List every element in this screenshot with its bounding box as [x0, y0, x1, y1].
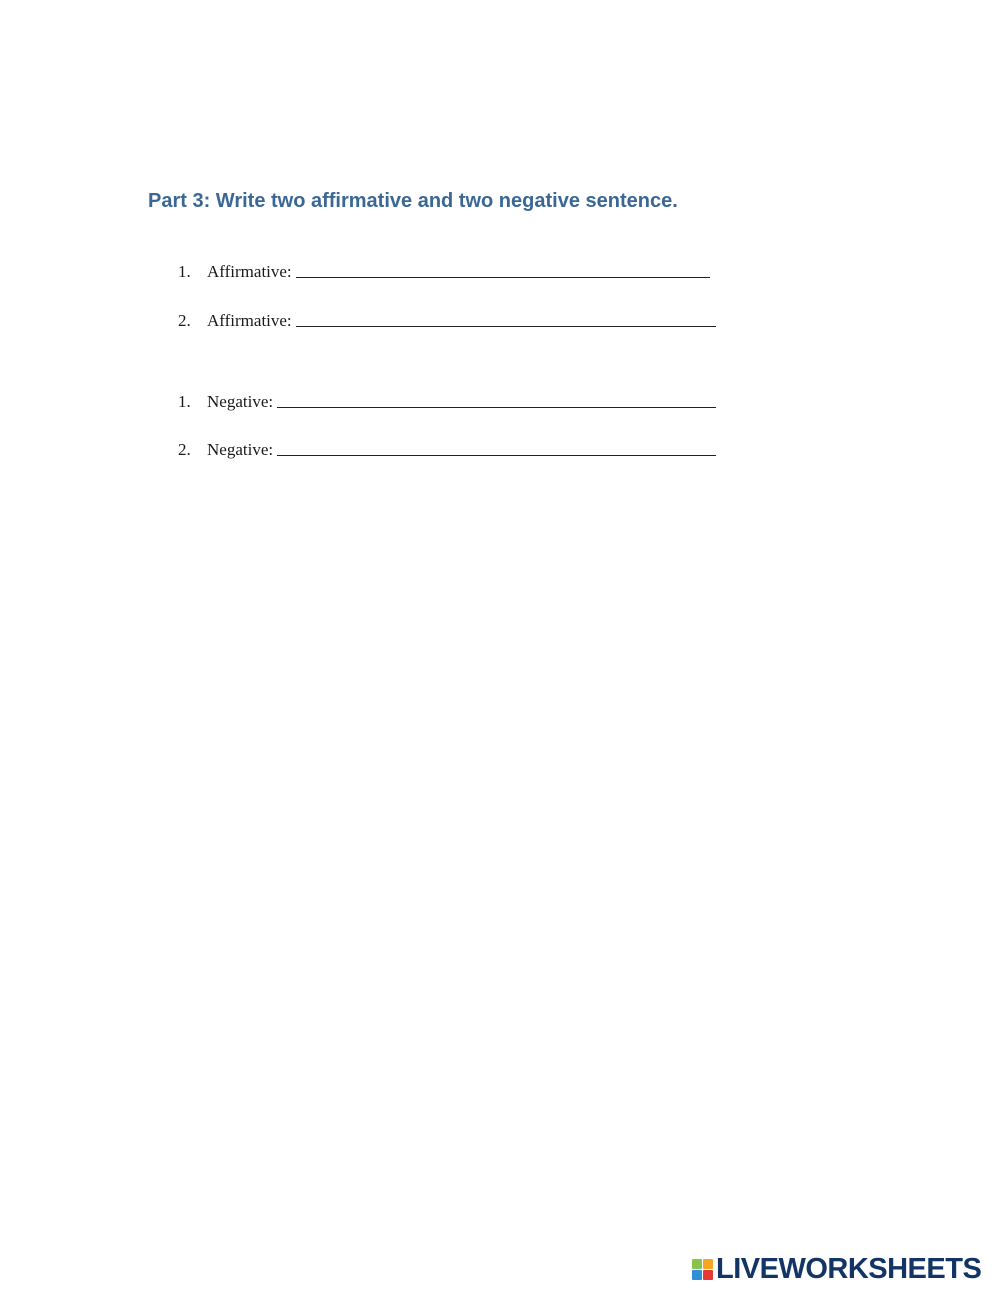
- answer-blank[interactable]: [277, 406, 716, 408]
- item-number: 1.: [178, 392, 191, 411]
- logo-square: [692, 1270, 702, 1280]
- affirmative-item-2: [178, 311, 716, 331]
- item-number: 2.: [178, 440, 191, 459]
- answer-blank[interactable]: [296, 325, 716, 327]
- item-label: Negative:: [207, 440, 274, 459]
- item-label: Negative:: [207, 392, 274, 411]
- worksheet-heading: Part 3: Write two affirmative and two negative sentence.: [148, 190, 678, 212]
- logo-text: LIVEWORKSHEETS: [716, 1253, 982, 1285]
- item-number: 1.: [178, 262, 191, 281]
- item-number: 2.: [178, 311, 191, 330]
- item-label: Affirmative:: [207, 262, 292, 281]
- logo-square: [703, 1270, 713, 1280]
- liveworksheets-logo-icon: [692, 1259, 713, 1280]
- negative-item-1: [178, 392, 716, 412]
- logo-square: [703, 1259, 713, 1269]
- negative-item-2: [178, 440, 716, 460]
- logo-square: [692, 1259, 702, 1269]
- answer-blank[interactable]: [277, 454, 716, 456]
- answer-blank[interactable]: [296, 276, 710, 278]
- affirmative-item-1: [178, 262, 710, 282]
- item-label: Affirmative:: [207, 311, 292, 330]
- liveworksheets-logo: [692, 1255, 981, 1284]
